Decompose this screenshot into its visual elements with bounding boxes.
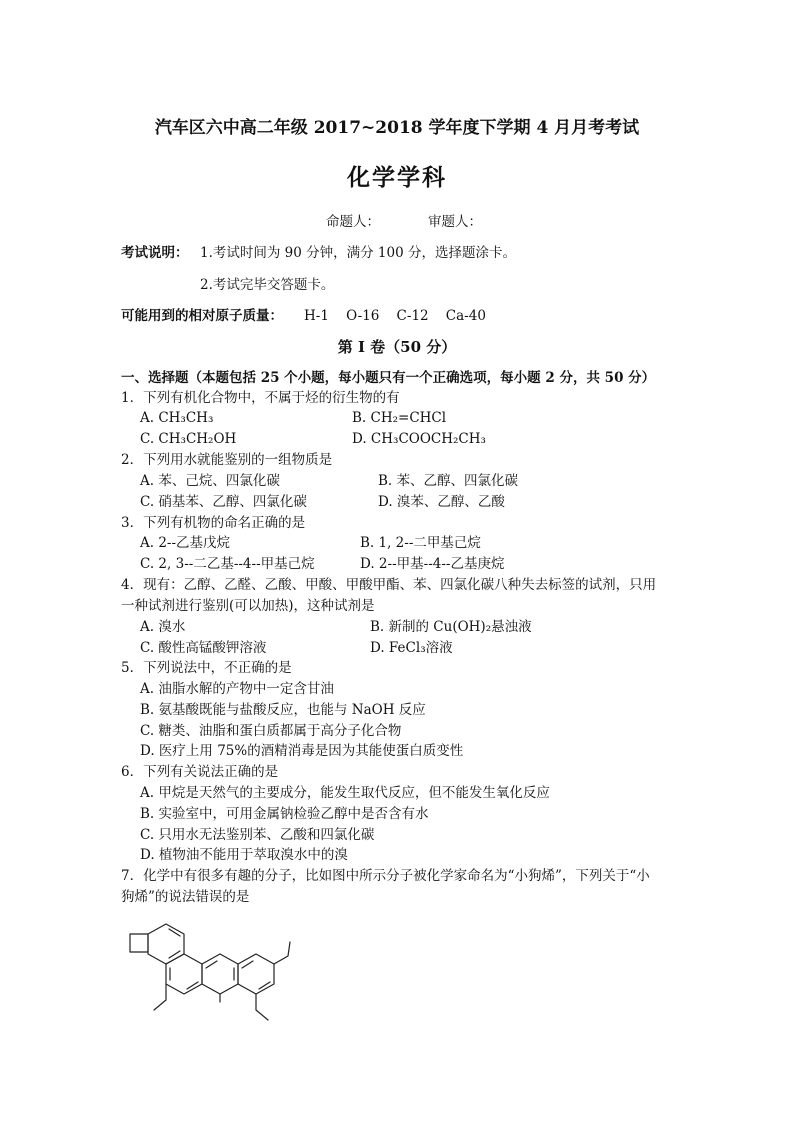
question-7-stem-continued: 狗烯”的说法错误的是 — [121, 889, 250, 905]
question-1-option-b: B. CH₂=CHCl — [352, 410, 447, 426]
atomic-mass-values: H-1 O-16 C-12 Ca-40 — [304, 308, 486, 324]
question-2-option-d: D. 溴苯、乙醇、乙酸 — [378, 494, 505, 510]
benzene-ring-c — [202, 954, 238, 994]
question-4-stem-continued: 一种试剂进行鉴别(可以加热)，这种试剂是 — [121, 598, 375, 614]
exam-notes-label: 考试说明： — [121, 245, 189, 261]
question-1-option-d: D. CH₃COOCH₂CH₃ — [352, 431, 486, 447]
question-4-option-d: D. FeCl₃溶液 — [370, 640, 453, 656]
benzene-ring-d — [238, 954, 274, 994]
question-2-option-c: C. 硝基苯、乙醇、四氯化碳 — [140, 494, 307, 510]
question-7-stem: 7．化学中有很多有趣的分子，比如图中所示分子被化学家命名为“小狗烯”，下列关于“小 — [121, 868, 650, 884]
question-5-option-b: B. 氨基酸既能与盐酸反应，也能与 NaOH 反应 — [140, 702, 426, 718]
part-title: 第 I 卷（50 分） — [337, 338, 457, 356]
benzene-ring-a — [148, 924, 184, 964]
question-3-option-c: C. 2, 3--二乙基--4--甲基己烷 — [140, 556, 315, 572]
question-6-stem: 6．下列有关说法正确的是 — [121, 764, 279, 780]
exam-note-1: 1.考试时间为 90 分钟，满分 100 分，选择题涂卡。 — [200, 245, 516, 261]
ethyl-group-bottom — [256, 994, 268, 1020]
question-5-option-d: D. 医疗上用 75%的酒精消毒是因为其能使蛋白质变性 — [140, 743, 464, 759]
question-4-option-b: B. 新制的 Cu(OH)₂悬浊液 — [370, 619, 532, 635]
ethyl-group-left — [154, 984, 166, 1010]
question-3-option-b: B. 1, 2--二甲基己烷 — [360, 535, 481, 551]
question-4-stem: 4．现有：乙醇、乙醛、乙酸、甲酸、甲酸甲酯、苯、四氯化碳八种失去标签的试剂，只用 — [121, 577, 657, 593]
exam-title: 汽车区六中高二年级 2017~2018 学年度下学期 4 月月考考试 — [154, 118, 640, 138]
question-4-option-a: A. 溴水 — [140, 619, 186, 635]
question-2-option-b: B. 苯、乙醇、四氯化碳 — [378, 473, 519, 489]
atomic-mass-label: 可能用到的相对原子质量： — [121, 308, 283, 324]
question-1-stem: 1．下列有机化合物中，不属于烃的衍生物的有 — [121, 390, 400, 406]
question-5-option-c: C. 糖类、油脂和蛋白质都属于高分子化合物 — [140, 723, 402, 739]
puppy-olefin-molecule-diagram — [118, 920, 318, 1030]
question-3-stem: 3．下列有机物的命名正确的是 — [121, 515, 306, 531]
question-6-option-b: B. 实验室中，可用金属钠检验乙醇中是否含有水 — [140, 806, 429, 822]
question-5-stem: 5．下列说法中，不正确的是 — [121, 660, 292, 676]
question-4-option-c: C. 酸性高锰酸钾溶液 — [140, 640, 267, 656]
question-1-option-a: A. CH₃CH₃ — [140, 410, 214, 426]
subject-title: 化学学科 — [347, 164, 447, 191]
ethyl-group-right — [274, 942, 290, 964]
cyclobutane-ring — [130, 934, 148, 952]
question-6-option-d: D. 植物油不能用于萃取溴水中的溴 — [140, 847, 348, 863]
question-6-option-a: A. 甲烷是天然气的主要成分，能发生取代反应，但不能发生氧化反应 — [140, 785, 550, 801]
benzene-ring-b — [166, 954, 202, 994]
question-5-option-a: A. 油脂水解的产物中一定含甘油 — [140, 681, 334, 697]
reviewer-label: 审题人： — [428, 214, 482, 230]
proposer-label: 命题人： — [326, 214, 380, 230]
question-2-option-a: A. 苯、己烷、四氯化碳 — [140, 473, 280, 489]
question-3-option-d: D. 2--甲基--4--乙基庚烷 — [360, 556, 505, 572]
section-title: 一、选择题（本题包括 25 个小题，每小题只有一个正确选项，每小题 2 分，共 50 分） — [121, 370, 656, 386]
question-3-option-a: A. 2--乙基戊烷 — [140, 535, 231, 551]
question-1-option-c: C. CH₃CH₂OH — [140, 431, 237, 447]
question-2-stem: 2．下列用水就能鉴别的一组物质是 — [121, 452, 333, 468]
exam-note-2: 2.考试完毕交答题卡。 — [200, 277, 335, 293]
question-6-option-c: C. 只用水无法鉴别苯、乙酸和四氯化碳 — [140, 827, 375, 843]
